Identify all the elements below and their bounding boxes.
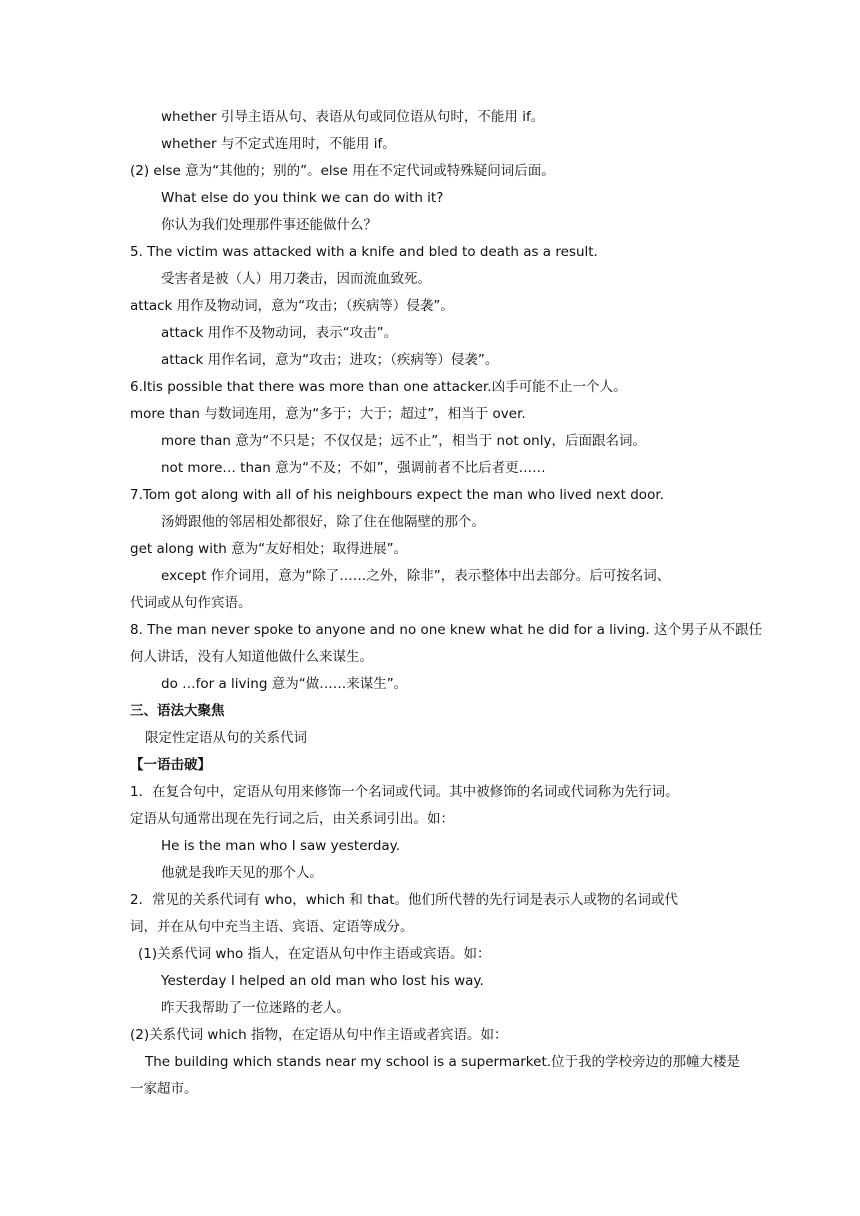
text-line-10: attack 用作名词，意为“攻击；进攻；（疾病等）侵袭”。 xyxy=(161,352,499,368)
text-line-37: 一家超市。 xyxy=(130,1081,198,1097)
text-line-21: 何人讲话，没有人知道他做什么来谋生。 xyxy=(130,649,373,665)
text-line-36: The building which stands near my school is a supermarket.位于我的学校旁边的那幢大楼是 xyxy=(145,1054,741,1070)
text-line-3: (2) else 意为“其他的；别的”。else 用在不定代词或特殊疑问词后面。 xyxy=(130,163,555,179)
text-line-30: 2．常见的关系代词有 who，which 和 that。他们所代替的先行词是表示人或物的名词或代 xyxy=(130,892,679,908)
text-line-28: He is the man who I saw yesterday. xyxy=(161,838,401,854)
text-line-34: 昨天我帮助了一位迷路的老人。 xyxy=(161,1000,350,1016)
subsection-heading: 【一语击破】 xyxy=(130,757,211,773)
text-line-32: (1)关系代词 who 指人，在定语从句中作主语或宾语。如： xyxy=(138,946,491,962)
text-line-2: whether 与不定式连用时，不能用 if。 xyxy=(161,136,396,152)
section-heading: 三、语法大聚焦 xyxy=(130,703,225,719)
text-line-20: 8. The man never spoke to anyone and no one knew what he did for a living. 这个男子从不跟任 xyxy=(130,622,763,638)
text-line-8: attack 用作及物动词，意为“攻击；（疾病等）侵袭”。 xyxy=(130,298,454,314)
text-line-14: not more… than 意为“不及；不如”，强调前者不比后者更…… xyxy=(161,460,546,476)
text-line-33: Yesterday I helped an old man who lost his way. xyxy=(161,973,484,989)
text-line-6: 5. The victim was attacked with a knife and bled to death as a result. xyxy=(130,244,598,260)
text-line-16: 汤姆跟他的邻居相处都很好，除了住在他隔壁的那个。 xyxy=(161,514,485,530)
text-line-19: 代词或从句作宾语。 xyxy=(130,595,252,611)
text-line-22: do …for a living 意为“做……来谋生”。 xyxy=(161,676,408,692)
text-line-31: 词，并在从句中充当主语、宾语、定语等成分。 xyxy=(130,919,414,935)
text-line-5: 你认为我们处理那件事还能做什么？ xyxy=(161,217,377,233)
text-line-24: 限定性定语从句的关系代词 xyxy=(145,730,307,746)
text-line-12: more than 与数词连用，意为“多于；大于；超过”，相当于 over. xyxy=(130,406,526,422)
text-line-11: 6.Itis possible that there was more than one attacker.凶手可能不止一个人。 xyxy=(130,379,627,395)
text-line-9: attack 用作不及物动词，表示“攻击”。 xyxy=(161,325,398,341)
text-line-17: get along with 意为“友好相处；取得进展”。 xyxy=(130,541,408,557)
text-line-35: (2)关系代词 which 指物，在定语从句中作主语或者宾语。如： xyxy=(130,1027,508,1043)
text-line-29: 他就是我昨天见的那个人。 xyxy=(161,865,323,881)
text-line-13: more than 意为“不只是；不仅仅是；远不止”，相当于 not only，后面跟名词。 xyxy=(161,433,646,449)
text-line-27: 定语从句通常出现在先行词之后，由关系词引出。如： xyxy=(130,811,454,827)
text-line-4: What else do you think we can do with it? xyxy=(161,190,444,206)
text-line-15: 7.Tom got along with all of his neighbours expect the man who lived next door. xyxy=(130,487,664,503)
text-line-18: except 作介词用，意为“除了……之外，除非”，表示整体中出去部分。后可按名词、 xyxy=(161,568,671,584)
text-line-1: whether 引导主语从句、表语从句或同位语从句时，不能用 if。 xyxy=(161,109,545,125)
text-line-7: 受害者是被（人）用刀袭击，因而流血致死。 xyxy=(161,271,431,287)
text-line-26: 1．在复合句中，定语从句用来修饰一个名词或代词。其中被修饰的名词或代词称为先行词。 xyxy=(130,784,679,800)
